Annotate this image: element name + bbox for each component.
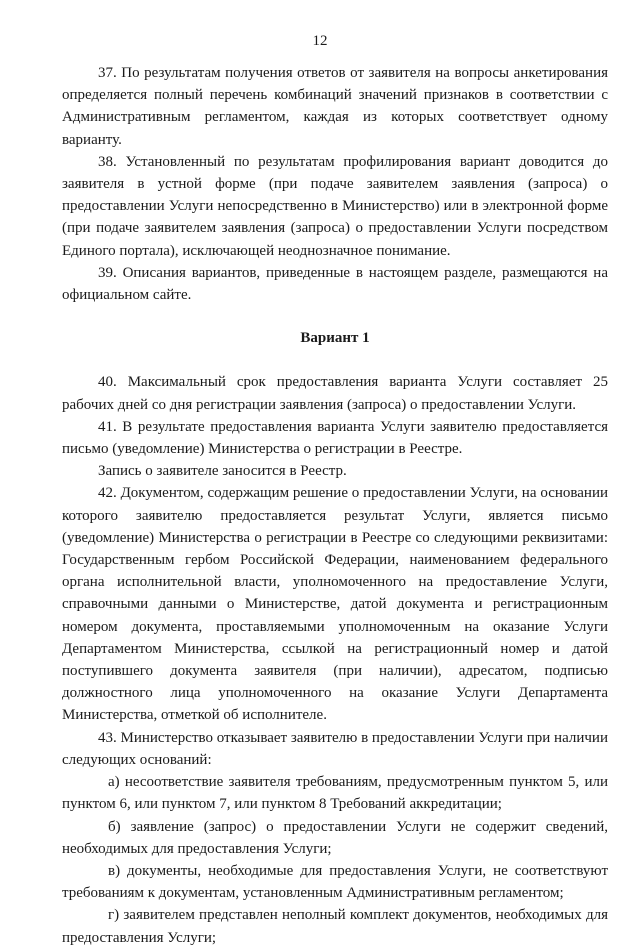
list-item-v: в) документы, необходимые для предоставления Услуги, не соответствуют требованиям к документам, установленным Административным регламентом; [62,862,608,902]
list-item-a: а) несоответствие заявителя требованиям, предусмотренным пунктом 5, или пунктом 6, или пунктом 7, или пунктом 8 Требований аккредитации; [62,774,608,813]
page-number: 12 [312,33,328,49]
paragraph-43: 43. Министерство отказывает заявителю в предоставлении Услуги при наличии следующих оснований: [62,729,608,768]
paragraph-41: 41. В результате предоставления варианта Услуги заявителю предоставляется письмо (уведомление) Министерства о регистрации в Реестре. [62,418,608,458]
document-body [62,62,608,949]
section-heading: Вариант 1 [300,330,370,347]
list-item-b: б) заявление (запрос) о предоставлении Услуги не содержит сведений, необходимых для предоставления Услуги; [62,818,608,857]
paragraph-42: 42. Документом, содержащим решение о предоставлении Услуги, на основании которого заявителю предоставляется результат Услуги, является письмо (уведомление) Министерства о регистрации в Реестре со следующими реквизитами: Государственным гербом Российской Федерации, наименованием федерального органа исполнительной власти, уполномоченного на предоставление Услуги, справочными данными о Министерстве, датой документа и регистрационным номером документа, проставляемыми уполномоченным на оказание Услуги Департаментом Министерства, ссылкой на регистрационный номер и датой поступившего документа заявителя (при наличии), адресатом, подписью должностного лица уполномоченного на оказание Услуги Департамента Министерства, отметкой об исполнителе. [62,485,608,724]
paragraph-40: 40. Максимальный срок предоставления варианта Услуги составляет 25 рабочих дней со дня регистрации заявления (запроса) о предоставлении Услуги. [62,374,608,413]
paragraph-37: 37. По результатам получения ответов от заявителя на вопросы анкетирования определяется полный перечень комбинаций значений признаков в соответствии с Административным регламентом, каждая из которых соответствует одному варианту. [62,65,608,148]
paragraph-registry-entry: Запись о заявителе заносится в Реестр. [98,463,347,480]
paragraph-38: 38. Установленный по результатам профилирования вариант доводится до заявителя в устной форме (при подаче заявителем заявления (запроса) о предоставлении Услуги непосредственно в Министерство) или в электронной форме (при подаче заявителем заявления (запроса) о предоставлении Услуги посредством Единого портала), исключающей неоднозначное понимание. [62,153,608,259]
list-item-g: г) заявителем представлен неполный комплект документов, необходимых для предоставления Услуги; [62,907,608,946]
paragraph-39: 39. Описания вариантов, приведенные в настоящем разделе, размещаются на официальном сайте. [62,264,608,304]
